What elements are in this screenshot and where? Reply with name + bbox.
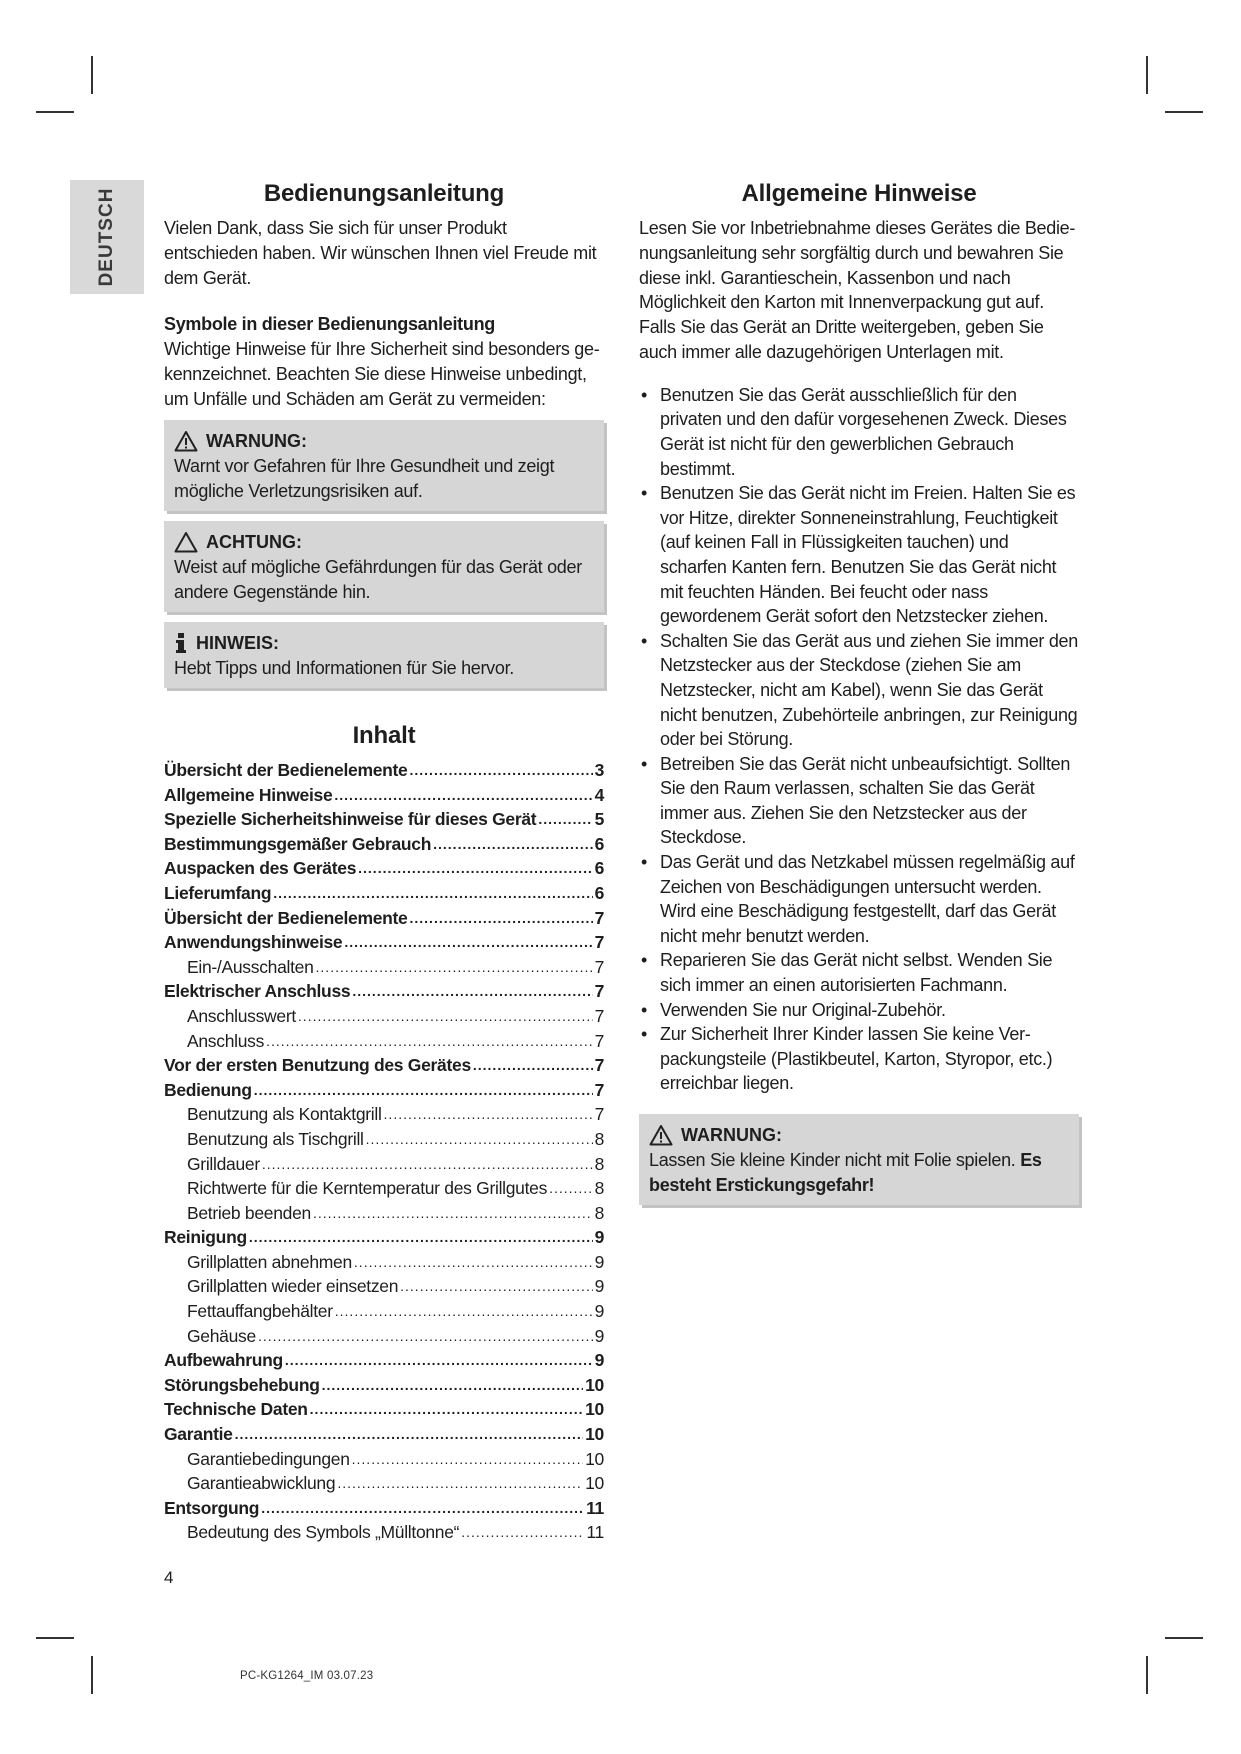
toc-entry (164, 1471, 604, 1496)
toc-entry-title: Allgemeine Hinweise (164, 784, 333, 805)
toc-entry (164, 1004, 604, 1029)
toc-entry-title: Übersicht der Bedienelemente (164, 760, 408, 780)
crop-mark (91, 1656, 93, 1694)
toc-entry-title: Aufbewahrung (164, 1350, 283, 1371)
toc-entry (164, 1496, 604, 1521)
toc-entry-page: 7 (594, 1030, 604, 1051)
toc-entry (164, 807, 604, 832)
toc-entry (164, 1053, 604, 1078)
toc-entry-page: 9 (594, 1276, 604, 1297)
toc-leader-dots (261, 1501, 584, 1515)
toc-entry-title: Fettauffangbehälter (187, 1301, 333, 1322)
toc-entry (164, 856, 604, 881)
toc-leader-dots (337, 1476, 583, 1490)
toc-leader-dots (352, 984, 592, 998)
toc-leader-dots (316, 960, 593, 974)
toc-entry-page: 7 (594, 932, 604, 953)
toc-entry-title: Betrieb beenden (187, 1202, 311, 1223)
toc-entry (164, 758, 604, 783)
toc-entry-title: Anwendungshinweise (164, 932, 343, 953)
toc-leader-dots (410, 911, 593, 925)
warning-text: Warnt vor Gefahren für Ihre Gesundheit und zeigt mögliche Verletzungsrisiken auf. (174, 456, 555, 501)
toc-entry-page: 9 (594, 1227, 604, 1248)
toc-leader-dots (473, 1058, 593, 1072)
toc-entry-title: Bedienung (164, 1079, 252, 1100)
toc-entry-page: 10 (585, 1374, 604, 1395)
toc-entry (164, 1422, 604, 1447)
toc-entry-page: 7 (594, 1104, 604, 1125)
toc-entry-page: 9 (594, 1350, 604, 1371)
toc-entry (164, 881, 604, 906)
toc-entry-page: 7 (594, 956, 604, 977)
toc-entry (164, 1324, 604, 1349)
toc-entry-title: Benutzung als Tischgrill (187, 1128, 364, 1149)
toc-leader-dots (310, 1402, 583, 1416)
footer-code: PC-KG1264_IM 03.07.23 (240, 1670, 374, 1682)
toc-entry-page: 8 (594, 1153, 604, 1174)
toc-entry-title: Übersicht der Bedienelemente (164, 907, 408, 928)
toc-entry-page: 6 (594, 858, 604, 879)
warning-triangle-icon (649, 1124, 673, 1146)
toc-leader-dots (410, 763, 593, 777)
caution-label: ACHTUNG: (206, 532, 302, 552)
left-column (164, 180, 604, 1545)
toc-entry-page: 10 (585, 1448, 604, 1469)
toc-leader-dots (366, 1132, 593, 1146)
safety-bullet-list (639, 383, 1079, 1096)
toc-entry-page: 9 (594, 1251, 604, 1272)
toc-leader-dots (258, 1329, 593, 1343)
toc-entry (164, 1201, 604, 1226)
toc-entry-title: Reinigung (164, 1227, 247, 1248)
caution-box (164, 521, 604, 612)
toc-entry (164, 1225, 604, 1250)
toc-entry (164, 1029, 604, 1054)
toc-entry-title: Störungsbehebung (164, 1374, 320, 1395)
safety-bullet: • Schalten Sie das Gerät aus und ziehen Sie immer den Netzstecker aus der Steckdose (ziehen Sie am Netzstecker, nicht am Kabel), wenn Sie das Gerät nicht benutzen, Zubehörteile anbringen, zur Reinigung oder bei Störung. (639, 629, 1079, 752)
safety-bullet: • Zur Sicherheit Ihrer Kinder lassen Sie keine Verpackungsteile (Plastikbeutel, Karton, Styropor, etc.) erreichbar liegen. (639, 1022, 1079, 1096)
toc-leader-dots (254, 1083, 593, 1097)
toc-entry-page: 8 (594, 1202, 604, 1223)
toc-entry-title: Grillplatten abnehmen (187, 1251, 352, 1272)
safety-bullet: • Betreiben Sie das Gerät nicht unbeaufsichtigt. Sollten Sie den Raum verlassen, schalten Sie das Gerät immer aus. Ziehen Sie den Netzstecker aus der Steckdose. (639, 752, 1079, 850)
safety-bullet: • Benutzen Sie das Gerät ausschließlich für den privaten und den dafür vorgesehenen Zweck. Dieses Gerät ist nicht für den gewerblichen Gebrauch bestimmt. (639, 383, 1079, 481)
toc-entry (164, 1274, 604, 1299)
toc-leader-dots (334, 788, 592, 802)
note-label: HINWEIS: (196, 633, 279, 653)
safety-bullet: • Verwenden Sie nur Original-Zubehör. (639, 998, 1079, 1023)
crop-mark (36, 111, 74, 113)
general-notes-title: Allgemeine Hinweise (741, 180, 977, 207)
toc-entry-title: Ein-/Ausschalten (187, 956, 314, 977)
toc-leader-dots (298, 1009, 593, 1023)
toc-entry-title: Gehäuse (187, 1325, 256, 1346)
toc-entry (164, 1373, 604, 1398)
note-text: Hebt Tipps und Informationen für Sie hervor. (174, 658, 514, 678)
toc-entry-title: Technische Daten (164, 1399, 308, 1420)
toc-entry-title: Anschlusswert (187, 1005, 296, 1026)
toc-entry-page: 6 (594, 882, 604, 903)
toc-entry-page: 10 (585, 1399, 604, 1420)
toc-entry (164, 955, 604, 980)
toc-entry (164, 832, 604, 857)
toc-entry (164, 1520, 604, 1545)
toc-entry-title: Benutzung als Kontaktgrill (187, 1104, 382, 1125)
toc-leader-dots (266, 1034, 593, 1048)
toc-entry (164, 1250, 604, 1275)
crop-mark (1146, 56, 1148, 94)
note-box (164, 622, 604, 688)
toc-entry-page: 7 (594, 981, 604, 1002)
crop-mark (91, 56, 93, 94)
toc-entry (164, 783, 604, 808)
toc-entry-page: 9 (594, 1301, 604, 1322)
toc-entry (164, 1447, 604, 1472)
warning-box (164, 420, 604, 511)
toc-entry (164, 1127, 604, 1152)
crop-mark (1165, 1637, 1203, 1639)
child-warning-label: WARNUNG: (681, 1125, 782, 1145)
toc-leader-dots (400, 1279, 592, 1293)
toc-entry (164, 1176, 604, 1201)
toc-entry (164, 1397, 604, 1422)
toc-entry-page: 9 (594, 1325, 604, 1346)
toc-leader-dots (235, 1427, 584, 1441)
child-warning-box (639, 1114, 1079, 1205)
toc-leader-dots (538, 812, 592, 826)
toc-entry-page: 11 (586, 1497, 604, 1518)
toc-entry (164, 906, 604, 931)
toc-entry (164, 1299, 604, 1324)
toc-entry (164, 979, 604, 1004)
toc-entry-page: 10 (585, 1424, 604, 1445)
caution-text: Weist auf mögliche Gefährdungen für das Gerät oder andere Gegenstände hin. (174, 557, 582, 602)
warning-triangle-icon (174, 430, 198, 452)
toc-leader-dots (549, 1181, 592, 1195)
toc-leader-dots (273, 886, 592, 900)
toc-entry (164, 1102, 604, 1127)
page-number: 4 (164, 1568, 174, 1587)
crop-mark (36, 1637, 74, 1639)
toc-leader-dots (313, 1206, 593, 1220)
general-notes-intro: Lesen Sie vor Inbetriebnahme dieses Gerätes die Bedienungsanleitung sehr sorgfältig durch und bewahren Sie diese inkl. Garantieschein, Kassenbon und nach Möglichkeit den Karton mit Innenverpackung gut auf. Falls Sie das Gerät an Dritte weitergeben, geben Sie auch immer alle dazugehörigen Unterlagen mit. (639, 218, 1076, 362)
right-column (639, 180, 1079, 1205)
toc-entry (164, 1152, 604, 1177)
toc-entry-title: Entsorgung (164, 1497, 260, 1518)
toc-entry (164, 1348, 604, 1373)
toc-entry-title: Bestimmungsgemäßer Gebrauch (164, 833, 432, 854)
toc-leader-dots (344, 935, 592, 949)
safety-bullet: • Benutzen Sie das Gerät nicht im Freien. Halten Sie es vor Hitze, direkter Sonneneinstrahlung, Feuchtigkeit (auf keinen Fall in Flüssigkeiten tauchen) und scharfen Kanten fern. Benutzen Sie das Gerät nicht mit feuchten Händen. Bei feucht oder nass gewordenem Gerät sofort den Netzstecker ziehen. (639, 481, 1079, 629)
toc-entry-page: 8 (594, 1178, 604, 1199)
toc-leader-dots (352, 1452, 583, 1466)
symbols-text: Wichtige Hinweise für Ihre Sicherheit sind besonders gekennzeichnet. Beachten Sie diese Hinweise unbedingt, um Unfälle und Schäden am Gerät zu vermeiden: (164, 339, 600, 409)
language-tab (70, 180, 144, 294)
language-tab-label: DEUTSCH (96, 187, 117, 287)
child-warning-text-bold: Es besteht Erstickungsgefahr! (649, 1150, 1042, 1195)
toc-entry-title: Garantie (164, 1424, 233, 1445)
toc-entry-title: Garantiebedingungen (187, 1448, 350, 1469)
toc-leader-dots (322, 1378, 584, 1392)
caution-triangle-icon (174, 531, 198, 553)
info-icon (174, 632, 188, 654)
toc-entry-page: 7 (594, 907, 604, 928)
toc-entry-page: 8 (594, 1128, 604, 1149)
toc-entry-title: Garantieabwicklung (187, 1473, 336, 1494)
toc-leader-dots (262, 1157, 593, 1171)
toc-leader-dots (354, 1255, 593, 1269)
toc-entry-title: Grilldauer (187, 1153, 260, 1174)
toc-entry-page: 11 (586, 1522, 604, 1543)
toc-title: Inhalt (352, 722, 416, 749)
crop-mark (1146, 1656, 1148, 1694)
toc-entry-page: 3 (594, 760, 604, 780)
toc-leader-dots (433, 837, 592, 851)
intro-text: Vielen Dank, dass Sie sich für unser Produkt entschieden haben. Wir wünschen Ihnen viel Freude mit dem Gerät. (164, 218, 597, 288)
toc-leader-dots (358, 861, 592, 875)
toc-entry-page: 7 (594, 1079, 604, 1100)
toc-leader-dots (249, 1230, 593, 1244)
safety-bullet: • Reparieren Sie das Gerät nicht selbst. Wenden Sie sich immer an einen autorisierten Fachmann. (639, 948, 1079, 997)
warning-label: WARNUNG: (206, 431, 307, 451)
toc-entry-page: 10 (585, 1473, 604, 1494)
toc-entry-title: Anschluss (187, 1030, 265, 1051)
symbols-heading: Symbole in dieser Bedienungsanleitung (164, 314, 495, 334)
toc-entry-title: Richtwerte für die Kerntemperatur des Grillgutes (187, 1178, 548, 1199)
safety-bullet: • Das Gerät und das Netzkabel müssen regelmäßig auf Zeichen von Beschädigungen untersucht werden. Wird eine Beschädigung festgestellt, darf das Gerät nicht mehr benutzt werden. (639, 850, 1079, 948)
toc-entry (164, 1078, 604, 1103)
table-of-contents (164, 758, 604, 1545)
toc-leader-dots (384, 1107, 593, 1121)
crop-mark (1165, 111, 1203, 113)
toc-entry-title: Lieferumfang (164, 882, 272, 903)
toc-entry-title: Auspacken des Gerätes (164, 858, 357, 879)
toc-entry-title: Vor der ersten Benutzung des Gerätes (164, 1055, 471, 1076)
toc-entry-title: Grillplatten wieder einsetzen (187, 1276, 399, 1297)
toc-entry (164, 930, 604, 955)
toc-leader-dots (461, 1525, 584, 1539)
toc-entry-page: 4 (594, 784, 604, 805)
toc-leader-dots (335, 1304, 593, 1318)
toc-entry-title: Spezielle Sicherheitshinweise für dieses Gerät (164, 809, 537, 830)
manual-title: Bedienungsanleitung (263, 180, 505, 207)
toc-entry-page: 7 (594, 1005, 604, 1026)
toc-entry-page: 6 (594, 833, 604, 854)
toc-leader-dots (285, 1353, 593, 1367)
toc-entry-title: Elektrischer Anschluss (164, 981, 351, 1002)
toc-entry-page: 7 (594, 1055, 604, 1076)
toc-entry-title: Bedeutung des Symbols „Mülltonne“ (187, 1522, 460, 1543)
toc-entry-page: 5 (594, 809, 604, 830)
child-warning-text: Lassen Sie kleine Kinder nicht mit Folie spielen. (649, 1150, 1016, 1170)
